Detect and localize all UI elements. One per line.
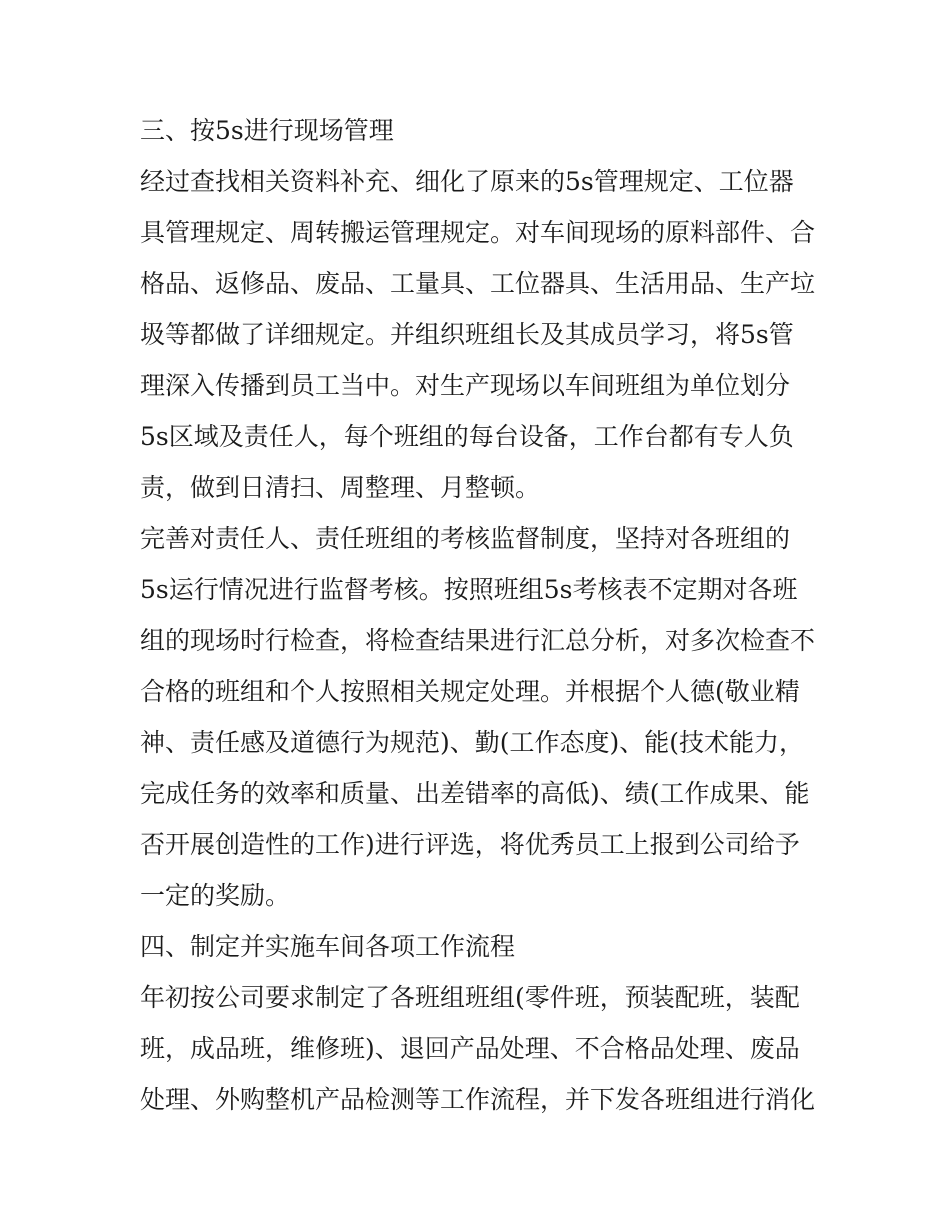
body-line: 完成任务的效率和质量、出差错率的高低)、绩(工作成果、能 [140, 779, 810, 808]
document-body [140, 111, 815, 1131]
body-line: 5s区域及责任人，每个班组的每台设备，工作台都有专人负 [140, 422, 794, 451]
body-line: 格品、返修品、废品、工量具、工位器具、生活用品、生产垃 [140, 269, 816, 298]
body-line: 责，做到日清扫、周整理、月整顿。 [140, 473, 541, 502]
body-line: 组的现场时行检查，将检查结果进行汇总分析，对多次检查不 [140, 626, 816, 655]
body-line: 完善对责任人、责任班组的考核监督制度，坚持对各班组的 [140, 524, 791, 553]
body-line: 神、责任感及道德行为规范)、勤(工作态度)、能(技术能力， [140, 728, 805, 757]
body-line: 一定的奖励。 [140, 881, 291, 910]
body-line: 合格的班组和个人按照相关规定处理。并根据个人德(敬业精 [140, 677, 800, 706]
section-heading-workflow: 四、制定并实施车间各项工作流程 [140, 932, 516, 961]
body-line: 否开展创造性的工作)进行评选，将优秀员工上报到公司给予 [140, 830, 800, 859]
body-line: 5s运行情况进行监督考核。按照班组5s考核表不定期对各班 [140, 575, 798, 604]
section-heading-5s: 三、按5s进行现场管理 [140, 116, 394, 145]
body-line: 年初按公司要求制定了各班组班组(零件班，预装配班，装配 [140, 983, 800, 1012]
body-line: 经过查找相关资料补充、细化了原来的5s管理规定、工位器 [140, 167, 794, 196]
body-line: 理深入传播到员工当中。对生产现场以车间班组为单位划分 [140, 371, 791, 400]
body-line: 班，成品班，维修班)、退回产品处理、不合格品处理、废品 [140, 1034, 800, 1063]
body-line: 具管理规定、周转搬运管理规定。对车间现场的原料部件、合 [140, 218, 816, 247]
body-line: 圾等都做了详细规定。并组织班组长及其成员学习，将5s管 [140, 320, 794, 349]
body-line: 处理、外购整机产品检测等工作流程，并下发各班组进行消化 [140, 1085, 816, 1114]
